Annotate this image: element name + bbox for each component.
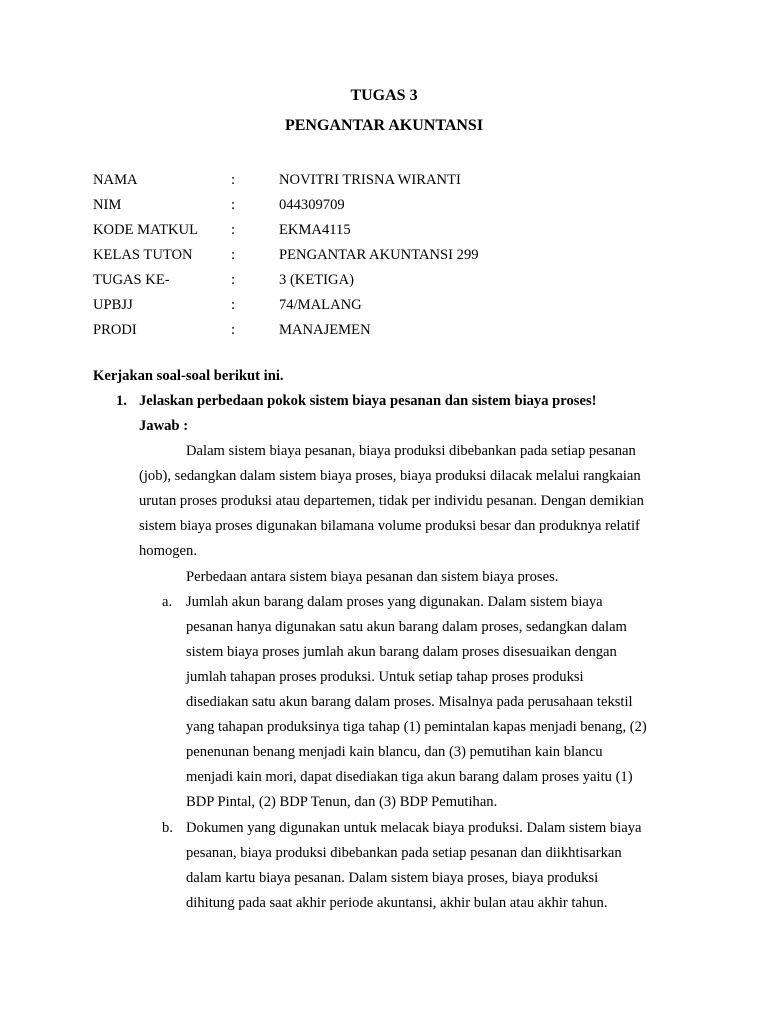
info-label: NIM	[93, 197, 122, 213]
info-value: 74/MALANG	[279, 297, 362, 313]
instruction-text: Kerjakan soal-soal berikut ini.	[93, 368, 284, 384]
list-line: Jumlah akun barang dalam proses yang digunakan. Dalam sistem biaya	[186, 594, 603, 610]
answer-paragraph-2: Perbedaan antara sistem biaya pesanan dan sistem biaya proses.	[186, 569, 559, 585]
info-colon: :	[231, 222, 236, 238]
info-label: PRODI	[93, 322, 137, 338]
student-info-table	[93, 170, 653, 345]
info-row-tugas-ke	[93, 270, 653, 295]
paragraph-line: homogen.	[139, 543, 197, 559]
list-line: yang tahapan produksinya tiga tahap (1) pemintalan kapas menjadi benang, (2)	[186, 719, 647, 735]
list-line: menjadi kain mori, dapat disediakan tiga akun barang dalam proses yaitu (1)	[186, 769, 633, 785]
info-colon: :	[231, 172, 236, 188]
paragraph-line: urutan proses produksi atau departemen, tidak per individu pesanan. Dengan demikian	[139, 493, 644, 509]
list-line: sistem biaya proses jumlah akun barang dalam proses disesuaikan dengan	[186, 644, 617, 660]
info-value: EKMA4115	[279, 222, 351, 238]
list-line: BDP Pintal, (2) BDP Tenun, dan (3) BDP Pemutihan.	[186, 794, 498, 810]
info-colon: :	[231, 322, 236, 338]
info-row-prodi	[93, 320, 653, 345]
info-colon: :	[231, 297, 236, 313]
info-row-kode-matkul	[93, 220, 653, 245]
info-colon: :	[231, 197, 236, 213]
info-row-nama	[93, 170, 653, 195]
list-line: disediakan satu akun barang dalam proses. Misalnya pada perusahaan tekstil	[186, 694, 633, 710]
info-value: 3 (KETIGA)	[279, 272, 354, 288]
info-value: MANAJEMEN	[279, 322, 371, 338]
info-row-kelas-tuton	[93, 245, 653, 270]
list-line: Dokumen yang digunakan untuk melacak biaya produksi. Dalam sistem biaya	[186, 820, 642, 836]
info-value: 044309709	[279, 197, 345, 213]
list-line: pesanan hanya digunakan satu akun barang dalam proses, sedangkan dalam	[186, 619, 627, 635]
page-subtitle: PENGANTAR AKUNTANSI	[284, 117, 484, 134]
info-label: NAMA	[93, 172, 138, 188]
info-row-upbjj	[93, 295, 653, 320]
info-colon: :	[231, 247, 236, 263]
paragraph-line: (job), sedangkan dalam sistem biaya proses, biaya produksi dilacak melalui rangkaian	[139, 468, 641, 484]
list-marker: b.	[162, 820, 173, 836]
info-row-nim	[93, 195, 653, 220]
paragraph-line: sistem biaya proses digunakan bilamana volume produksi besar dan produknya relatif	[139, 518, 640, 534]
list-line: penenunan benang menjadi kain blancu, dan (3) pemutihan kain blancu	[186, 744, 603, 760]
list-line: dihitung pada saat akhir periode akuntansi, akhir bulan atau akhir tahun.	[186, 895, 608, 911]
question-text: Jelaskan perbedaan pokok sistem biaya pesanan dan sistem biaya proses!	[139, 393, 597, 409]
info-label: TUGAS KE-	[93, 272, 170, 288]
paragraph-line: Dalam sistem biaya pesanan, biaya produksi dibebankan pada setiap pesanan	[186, 443, 636, 459]
question-number: 1.	[116, 393, 127, 409]
info-label: KELAS TUTON	[93, 247, 193, 263]
answer-label: Jawab :	[139, 418, 189, 434]
list-line: pesanan, biaya produksi dibebankan pada setiap pesanan dan diikhtisarkan	[186, 845, 622, 861]
list-marker: a.	[162, 594, 173, 610]
list-line: dalam kartu biaya pesanan. Dalam sistem biaya proses, biaya produksi	[186, 870, 599, 886]
info-label: UPBJJ	[93, 297, 133, 313]
list-line: jumlah tahapan proses produksi. Untuk setiap tahap proses produksi	[186, 669, 584, 685]
info-value: NOVITRI TRISNA WIRANTI	[279, 172, 461, 188]
info-value: PENGANTAR AKUNTANSI 299	[279, 247, 479, 263]
page-title: TUGAS 3	[350, 87, 418, 104]
info-colon: :	[231, 272, 236, 288]
info-label: KODE MATKUL	[93, 222, 198, 238]
